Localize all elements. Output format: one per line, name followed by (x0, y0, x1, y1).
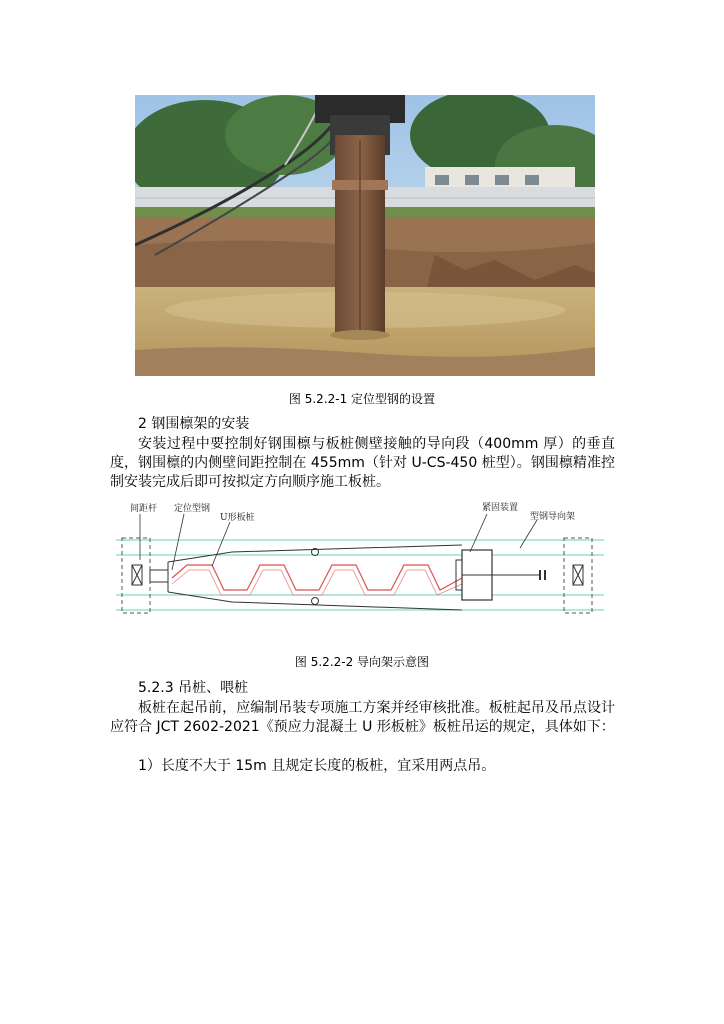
section-2-paragraph: 安装过程中要控制好钢围檩与板桩侧壁接触的导向段（400mm 厚）的垂直度，钢围檩的内侧壁间距控制在 455mm（针对 U-CS-450 桩型）。钢围檩精准控制安装完成后即可按拟定方向顺序施工板桩。 (110, 436, 615, 490)
positioning-steel-photo (135, 95, 595, 376)
list-item-1: 1）长度不大于 15m 且规定长度的板桩，宜采用两点吊。 (138, 758, 496, 774)
section-heading-523: 5.2.3 吊桩、喂桩 (138, 680, 249, 696)
section-heading-2: 2 钢围檩架的安装 (138, 416, 250, 432)
figure-caption-1: 图 5.2.2-1 定位型钢的设置 (288, 392, 436, 406)
figure-caption-2: 图 5.2.2-2 导向架示意图 (294, 655, 430, 669)
label-spacer-rod: 间距杆 (130, 504, 158, 514)
section-523-paragraph: 板桩在起吊前，应编制吊装专项施工方案并经审核批准。板桩起吊及吊点设计应符合 JCT 2602-2021《预应力混凝土 U 形板桩》板桩吊运的规定，具体如下： (110, 700, 615, 735)
label-tension-device: 紧固装置 (482, 503, 519, 513)
guide-frame-diagram (112, 500, 608, 640)
label-u-pile: U形板桩 (220, 513, 255, 523)
label-positioning-steel: 定位型钢 (174, 504, 211, 514)
label-guide-frame: 型钢导向架 (530, 512, 576, 522)
